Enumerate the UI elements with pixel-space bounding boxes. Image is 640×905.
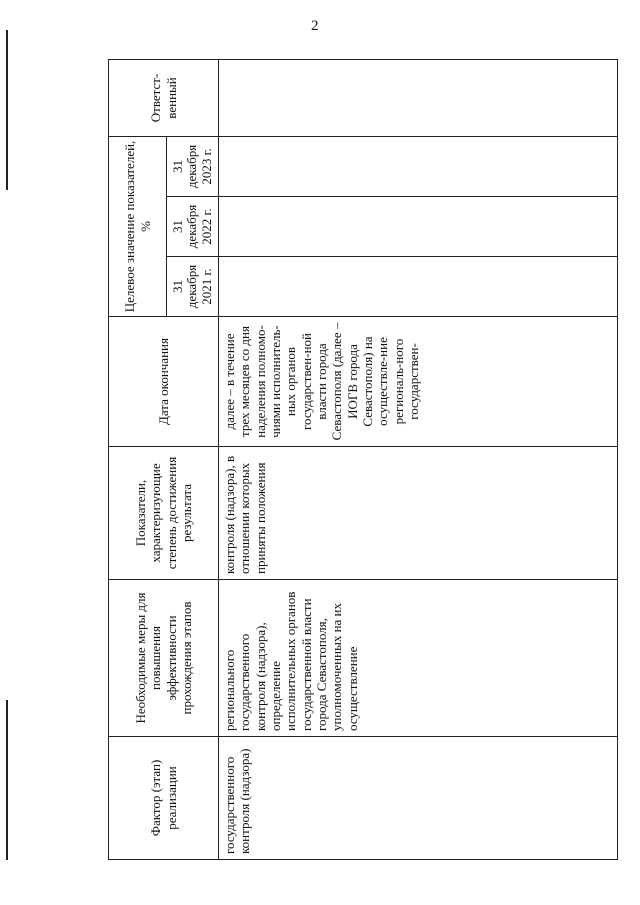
cell-value-2021 xyxy=(219,257,618,317)
header-row-1 xyxy=(109,59,167,859)
rotated-table-wrapper xyxy=(108,60,618,860)
cell-factor: государственного контроля (надзора) xyxy=(219,737,618,860)
cell-value-2022 xyxy=(219,197,618,257)
header-factor: Фактор (этап) реализации xyxy=(109,737,219,860)
header-indicators: Показатели, характеризующие степень достижения результата xyxy=(109,447,219,580)
page-number: 2 xyxy=(311,18,319,34)
left-margin-line-bottom xyxy=(6,700,8,860)
header-year-2021: 31 декабря 2021 г. xyxy=(167,257,219,317)
header-year-2022: 31 декабря 2022 г. xyxy=(167,197,219,257)
header-responsible: Ответст-венный xyxy=(109,59,219,136)
cell-responsible xyxy=(219,59,618,136)
header-year-2023: 31 декабря 2023 г. xyxy=(167,136,219,196)
cell-measures: регионального государственного контроля (надзора), определение исполнительных органов государственной власти города Севастополя, уполномоченных на их осуществление xyxy=(219,580,618,737)
cell-value-2023 xyxy=(219,136,618,196)
header-end-date: Дата окончания xyxy=(109,317,219,447)
table-row xyxy=(219,59,618,859)
measures-table xyxy=(108,59,618,860)
cell-indicators: контроля (надзора), в отношении которых приняты положения xyxy=(219,447,618,580)
header-target-values: Целевое значение показателей, % xyxy=(109,136,167,316)
header-measures: Необходимые меры для повышения эффективности прохождения этапов xyxy=(109,580,219,737)
left-margin-line-top xyxy=(6,30,8,190)
cell-end-date: далее – в течение трех месяцев со дня наделения полномо-чиями исполнитель-ных органов государствен-ной власти города Севастополя (далее – ИОГВ города Севастополя) на осуществле-ние региональ-ного государствен- xyxy=(219,317,618,447)
